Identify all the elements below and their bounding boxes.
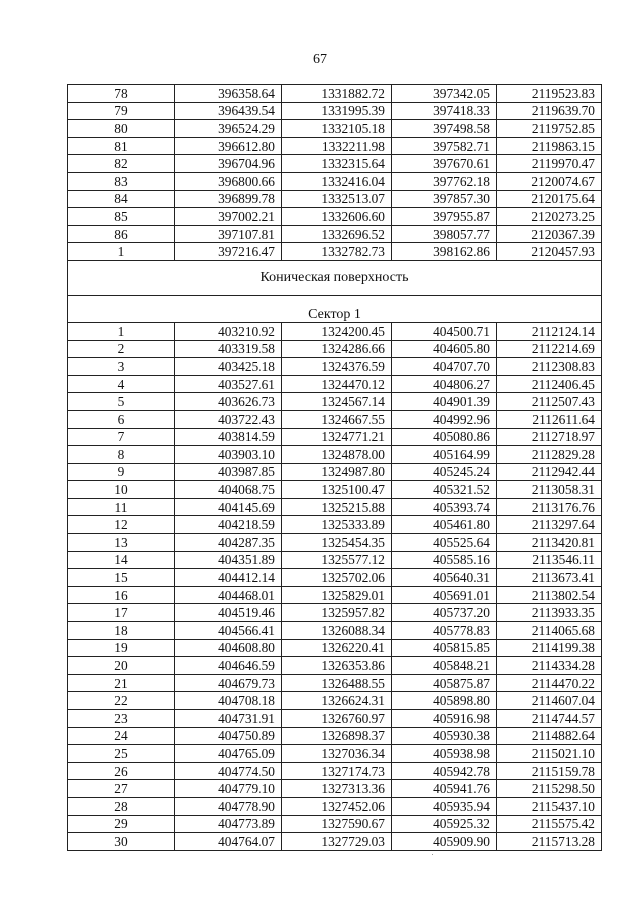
coordinate-cell: 404500.71 <box>392 322 497 340</box>
coordinate-cell: 405941.76 <box>392 780 497 798</box>
point-number-cell: 1 <box>68 322 175 340</box>
coordinate-cell: 396358.64 <box>175 85 282 103</box>
coordinate-cell: 1326088.34 <box>282 622 392 640</box>
coordinate-cell: 404566.41 <box>175 622 282 640</box>
coordinate-cell: 404468.01 <box>175 586 282 604</box>
coordinate-cell: 397107.81 <box>175 225 282 243</box>
page-number: 67 <box>313 52 327 67</box>
coordinate-cell: 397582.71 <box>392 137 497 155</box>
coordinates-table <box>67 84 602 851</box>
coordinate-cell: 396439.54 <box>175 102 282 120</box>
coordinate-cell: 1332105.18 <box>282 120 392 138</box>
table-row <box>68 137 602 155</box>
coordinate-cell: 396800.66 <box>175 172 282 190</box>
coordinate-cell: 403903.10 <box>175 446 282 464</box>
table-row <box>68 190 602 208</box>
coordinate-cell: 2115159.78 <box>497 762 602 780</box>
table-row <box>68 243 602 261</box>
coordinate-cell: 2112942.44 <box>497 463 602 481</box>
coordinate-cell: 2113420.81 <box>497 534 602 552</box>
table-row <box>68 674 602 692</box>
table-row <box>68 120 602 138</box>
table-row <box>68 569 602 587</box>
coordinate-cell: 404605.80 <box>392 340 497 358</box>
coordinate-cell: 2114470.22 <box>497 674 602 692</box>
coordinate-cell: 397857.30 <box>392 190 497 208</box>
point-number-cell: 18 <box>68 622 175 640</box>
section-title: Коническая поверхность <box>68 260 602 295</box>
coordinate-cell: 404707.70 <box>392 358 497 376</box>
coordinate-cell: 403987.85 <box>175 463 282 481</box>
table-row <box>68 815 602 833</box>
point-number-cell: 2 <box>68 340 175 358</box>
coordinate-cell: 2114065.68 <box>497 622 602 640</box>
coordinate-cell: 1325333.89 <box>282 516 392 534</box>
point-number-cell: 5 <box>68 393 175 411</box>
point-number-cell: 1 <box>68 243 175 261</box>
coordinate-cell: 2113176.76 <box>497 498 602 516</box>
coordinate-cell: 1327452.06 <box>282 797 392 815</box>
point-number-cell: 8 <box>68 446 175 464</box>
coordinate-cell: 405393.74 <box>392 498 497 516</box>
coordinate-cell: 1324286.66 <box>282 340 392 358</box>
coordinate-cell: 405461.80 <box>392 516 497 534</box>
coordinate-cell: 1331882.72 <box>282 85 392 103</box>
table-row <box>68 393 602 411</box>
table-row <box>68 622 602 640</box>
coordinate-cell: 1326624.31 <box>282 692 392 710</box>
coordinate-cell: 1331995.39 <box>282 102 392 120</box>
coordinate-cell: 397216.47 <box>175 243 282 261</box>
coordinate-cell: 1332696.52 <box>282 225 392 243</box>
table-row <box>68 797 602 815</box>
table-row <box>68 639 602 657</box>
coordinate-cell: 405898.80 <box>392 692 497 710</box>
point-number-cell: 82 <box>68 155 175 173</box>
coordinate-cell: 1325454.35 <box>282 534 392 552</box>
coordinate-cell: 1324771.21 <box>282 428 392 446</box>
scan-speck <box>432 854 433 855</box>
point-number-cell: 21 <box>68 674 175 692</box>
point-number-cell: 28 <box>68 797 175 815</box>
coordinate-cell: 1326353.86 <box>282 657 392 675</box>
coordinate-cell: 1332416.04 <box>282 172 392 190</box>
coordinate-cell: 1325577.12 <box>282 551 392 569</box>
point-number-cell: 24 <box>68 727 175 745</box>
coordinate-cell: 1325215.88 <box>282 498 392 516</box>
coordinate-cell: 1325957.82 <box>282 604 392 622</box>
point-number-cell: 80 <box>68 120 175 138</box>
table-row <box>68 340 602 358</box>
table-row <box>68 410 602 428</box>
point-number-cell: 12 <box>68 516 175 534</box>
coordinate-cell: 404145.69 <box>175 498 282 516</box>
coordinate-cell: 2120367.39 <box>497 225 602 243</box>
coordinate-cell: 397002.21 <box>175 208 282 226</box>
coordinate-cell: 2113546.11 <box>497 551 602 569</box>
point-number-cell: 19 <box>68 639 175 657</box>
table-row <box>68 85 602 103</box>
coordinate-cell: 2114334.28 <box>497 657 602 675</box>
table-row <box>68 322 602 340</box>
coordinate-cell: 396524.29 <box>175 120 282 138</box>
point-number-cell: 11 <box>68 498 175 516</box>
table-row <box>68 481 602 499</box>
point-number-cell: 29 <box>68 815 175 833</box>
table-row <box>68 375 602 393</box>
coordinate-cell: 404068.75 <box>175 481 282 499</box>
point-number-cell: 3 <box>68 358 175 376</box>
point-number-cell: 9 <box>68 463 175 481</box>
subsection-row <box>68 295 602 322</box>
coordinate-cell: 2115575.42 <box>497 815 602 833</box>
coordinate-cell: 404519.46 <box>175 604 282 622</box>
coordinate-cell: 405080.86 <box>392 428 497 446</box>
coordinate-cell: 405640.31 <box>392 569 497 587</box>
coordinate-cell: 2112308.83 <box>497 358 602 376</box>
coordinate-cell: 1332513.07 <box>282 190 392 208</box>
point-number-cell: 83 <box>68 172 175 190</box>
table-row <box>68 745 602 763</box>
coordinate-cell: 404287.35 <box>175 534 282 552</box>
coordinate-cell: 404765.09 <box>175 745 282 763</box>
coordinate-cell: 404608.80 <box>175 639 282 657</box>
coordinate-cell: 405691.01 <box>392 586 497 604</box>
coordinate-cell: 2115021.10 <box>497 745 602 763</box>
subsection-title: Сектор 1 <box>68 295 602 322</box>
coordinate-cell: 2112611.64 <box>497 410 602 428</box>
coordinate-cell: 2113802.54 <box>497 586 602 604</box>
point-number-cell: 25 <box>68 745 175 763</box>
coordinate-cell: 2114744.57 <box>497 710 602 728</box>
coordinate-cell: 404992.96 <box>392 410 497 428</box>
coordinate-cell: 404679.73 <box>175 674 282 692</box>
coordinate-cell: 397418.33 <box>392 102 497 120</box>
coordinate-cell: 2115713.28 <box>497 833 602 851</box>
coordinate-cell: 1324987.80 <box>282 463 392 481</box>
coordinate-cell: 404778.90 <box>175 797 282 815</box>
coordinate-cell: 2112829.28 <box>497 446 602 464</box>
coordinate-cell: 405525.64 <box>392 534 497 552</box>
coordinate-cell: 404731.91 <box>175 710 282 728</box>
point-number-cell: 14 <box>68 551 175 569</box>
coordinate-cell: 1332211.98 <box>282 137 392 155</box>
point-number-cell: 10 <box>68 481 175 499</box>
coordinate-cell: 404218.59 <box>175 516 282 534</box>
coordinate-cell: 1325100.47 <box>282 481 392 499</box>
coordinate-cell: 397498.58 <box>392 120 497 138</box>
coordinate-cell: 404750.89 <box>175 727 282 745</box>
coordinate-cell: 405585.16 <box>392 551 497 569</box>
coordinate-cell: 2119752.85 <box>497 120 602 138</box>
coordinate-cell: 2114882.64 <box>497 727 602 745</box>
coordinate-cell: 397762.18 <box>392 172 497 190</box>
coordinate-cell: 1332606.60 <box>282 208 392 226</box>
table-row <box>68 446 602 464</box>
point-number-cell: 26 <box>68 762 175 780</box>
coordinate-cell: 1326760.97 <box>282 710 392 728</box>
coordinate-cell: 1324200.45 <box>282 322 392 340</box>
table-row <box>68 692 602 710</box>
coordinate-cell: 405875.87 <box>392 674 497 692</box>
coordinate-cell: 404806.27 <box>392 375 497 393</box>
coordinate-cell: 1326488.55 <box>282 674 392 692</box>
point-number-cell: 4 <box>68 375 175 393</box>
coordinate-cell: 2113933.35 <box>497 604 602 622</box>
coordinate-cell: 2112718.97 <box>497 428 602 446</box>
coordinate-cell: 404773.89 <box>175 815 282 833</box>
coordinate-cell: 1326898.37 <box>282 727 392 745</box>
point-number-cell: 86 <box>68 225 175 243</box>
coordinate-cell: 405925.32 <box>392 815 497 833</box>
table-row <box>68 172 602 190</box>
coordinate-cell: 404901.39 <box>392 393 497 411</box>
coordinate-cell: 405778.83 <box>392 622 497 640</box>
point-number-cell: 13 <box>68 534 175 552</box>
table-row <box>68 102 602 120</box>
point-number-cell: 20 <box>68 657 175 675</box>
point-number-cell: 85 <box>68 208 175 226</box>
table-row <box>68 534 602 552</box>
table-row <box>68 358 602 376</box>
point-number-cell: 16 <box>68 586 175 604</box>
coordinate-cell: 405942.78 <box>392 762 497 780</box>
point-number-cell: 30 <box>68 833 175 851</box>
coordinate-cell: 403626.73 <box>175 393 282 411</box>
coordinate-cell: 397955.87 <box>392 208 497 226</box>
table-body-bottom <box>68 322 602 850</box>
coordinate-cell: 2113673.41 <box>497 569 602 587</box>
coordinate-cell: 2119523.83 <box>497 85 602 103</box>
coordinate-cell: 405737.20 <box>392 604 497 622</box>
coordinate-cell: 1332782.73 <box>282 243 392 261</box>
coordinate-cell: 398057.77 <box>392 225 497 243</box>
table-row <box>68 604 602 622</box>
coordinate-cell: 2112124.14 <box>497 322 602 340</box>
coordinate-cell: 1327729.03 <box>282 833 392 851</box>
coordinate-cell: 404351.89 <box>175 551 282 569</box>
coordinate-cell: 405245.24 <box>392 463 497 481</box>
coordinate-cell: 405909.90 <box>392 833 497 851</box>
section-header <box>68 260 602 322</box>
coordinate-cell: 2115298.50 <box>497 780 602 798</box>
table-row <box>68 225 602 243</box>
table-row <box>68 498 602 516</box>
coordinate-cell: 2114199.38 <box>497 639 602 657</box>
point-number-cell: 15 <box>68 569 175 587</box>
coordinate-cell: 405321.52 <box>392 481 497 499</box>
coordinate-cell: 396899.78 <box>175 190 282 208</box>
coordinate-cell: 2120273.25 <box>497 208 602 226</box>
coordinate-cell: 1325829.01 <box>282 586 392 604</box>
coordinate-cell: 405815.85 <box>392 639 497 657</box>
coordinate-cell: 2114607.04 <box>497 692 602 710</box>
coordinate-cell: 2119970.47 <box>497 155 602 173</box>
coordinate-cell: 403319.58 <box>175 340 282 358</box>
coordinate-cell: 403814.59 <box>175 428 282 446</box>
coordinate-cell: 1326220.41 <box>282 639 392 657</box>
table-row <box>68 208 602 226</box>
table-row <box>68 780 602 798</box>
table-row <box>68 833 602 851</box>
coordinate-cell: 404774.50 <box>175 762 282 780</box>
coordinate-cell: 405164.99 <box>392 446 497 464</box>
coordinate-cell: 404412.14 <box>175 569 282 587</box>
coordinate-cell: 405916.98 <box>392 710 497 728</box>
coordinate-cell: 404779.10 <box>175 780 282 798</box>
coordinate-cell: 405935.94 <box>392 797 497 815</box>
coordinate-cell: 403210.92 <box>175 322 282 340</box>
coordinate-cell: 2113297.64 <box>497 516 602 534</box>
point-number-cell: 27 <box>68 780 175 798</box>
point-number-cell: 7 <box>68 428 175 446</box>
point-number-cell: 84 <box>68 190 175 208</box>
coordinate-cell: 2120175.64 <box>497 190 602 208</box>
table-row <box>68 762 602 780</box>
coordinate-cell: 1327036.34 <box>282 745 392 763</box>
coordinate-cell: 405930.38 <box>392 727 497 745</box>
coordinate-cell: 404646.59 <box>175 657 282 675</box>
coordinate-cell: 1332315.64 <box>282 155 392 173</box>
table-row <box>68 516 602 534</box>
table-row <box>68 586 602 604</box>
coordinate-cell: 2115437.10 <box>497 797 602 815</box>
coordinate-cell: 2112507.43 <box>497 393 602 411</box>
coordinate-cell: 2120457.93 <box>497 243 602 261</box>
coordinate-cell: 2113058.31 <box>497 481 602 499</box>
coordinate-cell: 2120074.67 <box>497 172 602 190</box>
point-number-cell: 17 <box>68 604 175 622</box>
coordinate-cell: 1327174.73 <box>282 762 392 780</box>
coordinate-cell: 1324470.12 <box>282 375 392 393</box>
table-row <box>68 428 602 446</box>
coordinate-cell: 403527.61 <box>175 375 282 393</box>
coordinate-cell: 1327313.36 <box>282 780 392 798</box>
coordinate-cell: 398162.86 <box>392 243 497 261</box>
coordinate-cell: 2112406.45 <box>497 375 602 393</box>
table-row <box>68 727 602 745</box>
point-number-cell: 23 <box>68 710 175 728</box>
table-row <box>68 463 602 481</box>
table-row <box>68 551 602 569</box>
coordinate-cell: 403425.18 <box>175 358 282 376</box>
coordinate-cell: 2119639.70 <box>497 102 602 120</box>
coordinate-cell: 2112214.69 <box>497 340 602 358</box>
table-row <box>68 155 602 173</box>
table-row <box>68 657 602 675</box>
point-number-cell: 81 <box>68 137 175 155</box>
coordinate-cell: 396612.80 <box>175 137 282 155</box>
point-number-cell: 6 <box>68 410 175 428</box>
coordinate-cell: 1324567.14 <box>282 393 392 411</box>
table-body-top <box>68 85 602 261</box>
coordinate-cell: 404708.18 <box>175 692 282 710</box>
coordinate-cell: 397670.61 <box>392 155 497 173</box>
coordinate-cell: 1324667.55 <box>282 410 392 428</box>
coordinate-cell: 397342.05 <box>392 85 497 103</box>
point-number-cell: 22 <box>68 692 175 710</box>
section-row <box>68 260 602 295</box>
coordinate-cell: 405848.21 <box>392 657 497 675</box>
coordinate-cell: 1325702.06 <box>282 569 392 587</box>
coordinate-cell: 403722.43 <box>175 410 282 428</box>
coordinate-cell: 405938.98 <box>392 745 497 763</box>
coordinate-cell: 1324878.00 <box>282 446 392 464</box>
coordinate-cell: 404764.07 <box>175 833 282 851</box>
point-number-cell: 78 <box>68 85 175 103</box>
point-number-cell: 79 <box>68 102 175 120</box>
coordinate-cell: 1324376.59 <box>282 358 392 376</box>
table-row <box>68 710 602 728</box>
coordinate-cell: 1327590.67 <box>282 815 392 833</box>
coordinate-cell: 396704.96 <box>175 155 282 173</box>
coordinate-cell: 2119863.15 <box>497 137 602 155</box>
